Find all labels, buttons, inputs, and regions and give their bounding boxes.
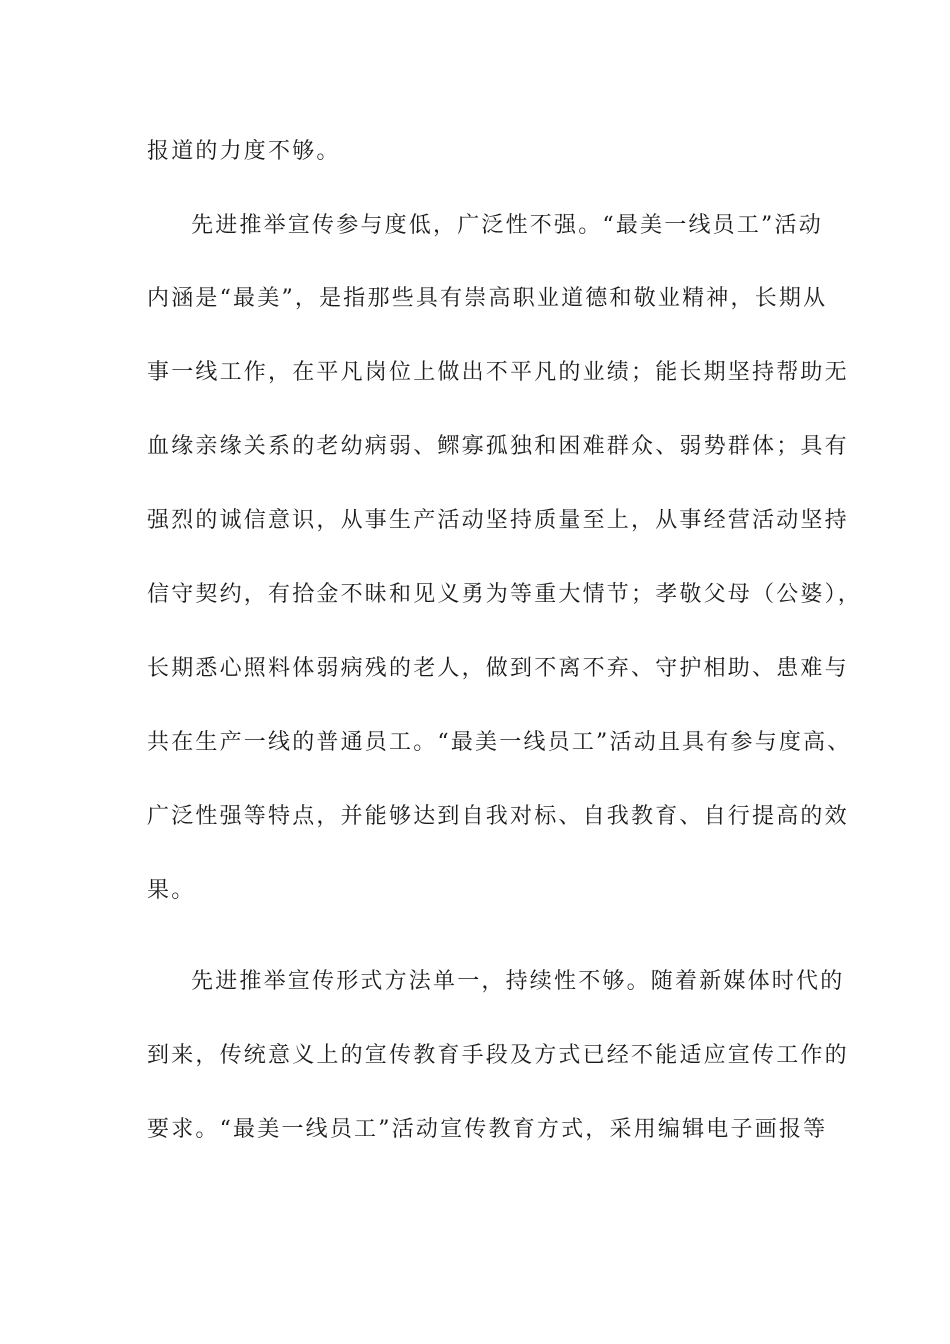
text-line: 果。 <box>147 878 196 903</box>
text-line: 强烈的诚信意识，从事生产活动坚持质量至上，从事经营活动坚持 <box>147 508 849 533</box>
text-line: 到来，传统意义上的宣传教育手段及方式已经不能适应宣传工作的 <box>147 1043 849 1068</box>
text-line: 事一线工作，在平凡岗位上做出不平凡的业绩；能长期坚持帮助无 <box>147 360 849 385</box>
text-line: 要求。“最美一线员工”活动宣传教育方式，采用编辑电子画报等 <box>147 1117 828 1142</box>
text-line: 共在生产一线的普通员工。“最美一线员工”活动且具有参与度高、 <box>147 730 852 755</box>
text-line: 长期悉心照料体弱病残的老人，做到不离不弃、守护相助、患难与 <box>147 656 849 681</box>
text-line: 内涵是“最美”，是指那些具有崇高职业道德和敬业精神，长期从 <box>147 286 828 311</box>
text-line: 血缘亲缘关系的老幼病弱、鳏寡孤独和困难群众、弱势群体；具有 <box>147 434 849 459</box>
paragraph-first-line: 先进推举宣传形式方法单一，持续性不够。随着新媒体时代的 <box>191 969 845 994</box>
paragraph-first-line: 先进推举宣传参与度低，广泛性不强。“最美一线员工”活动 <box>191 213 823 238</box>
text-line: 报道的力度不够。 <box>147 139 341 164</box>
text-line: 信守契约，有拾金不昧和见义勇为等重大情节；孝敬父母（公婆）， <box>147 582 863 607</box>
text-line: 广泛性强等特点，并能够达到自我对标、自我教育、自行提高的效 <box>147 804 849 829</box>
